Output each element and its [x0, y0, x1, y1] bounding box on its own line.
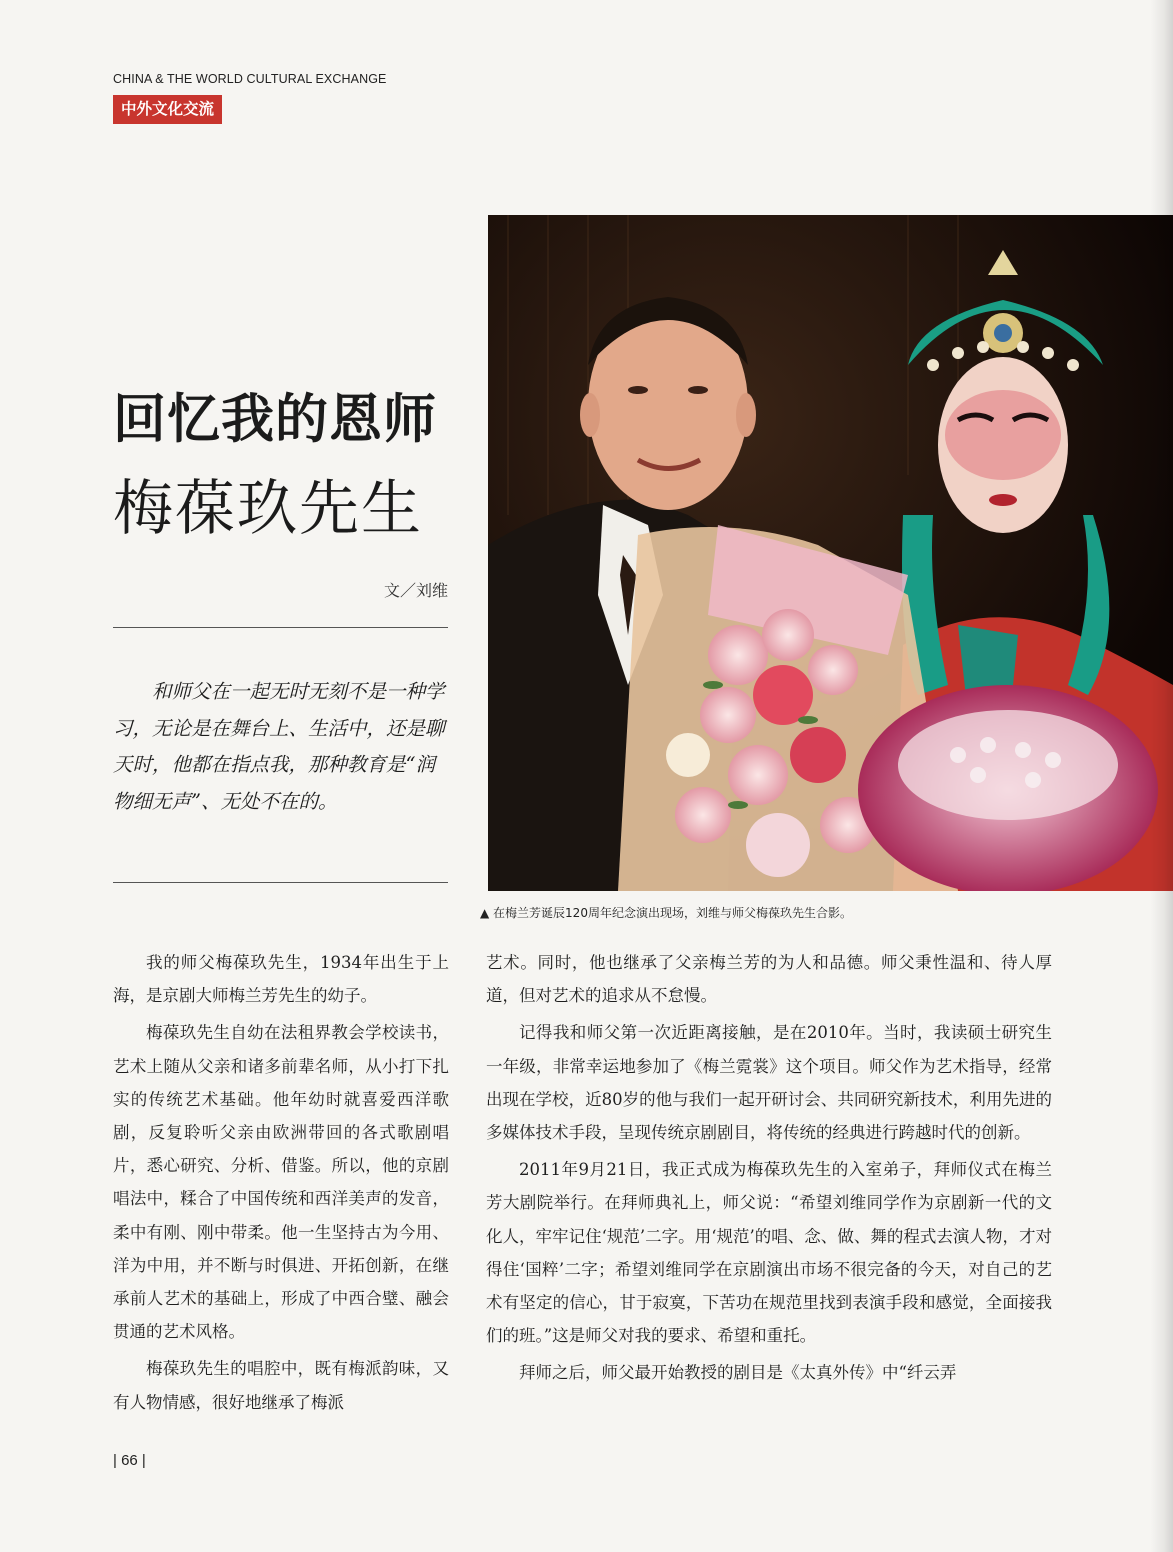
paragraph: 我的师父梅葆玖先生，1934年出生于上海，是京剧大师梅兰芳先生的幼子。 [113, 953, 449, 1006]
body-column-left [113, 946, 449, 1423]
page-number: | 66 | [113, 1452, 146, 1469]
article-photo [488, 215, 1173, 891]
page-gutter-shadow [1150, 0, 1173, 1552]
body-column-right [486, 946, 1052, 1394]
paragraph-continued: 艺术。同时，他也继承了父亲梅兰芳的为人和品德。师父秉性温和、待人厚道，但对艺术的追求从不怠慢。 [486, 953, 1052, 1006]
paragraph: 记得我和师父第一次近距离接触，是在2010年。当时，我读硕士研究生一年级，非常幸运地参加了《梅兰霓裳》这个项目。师父作为艺术指导，经常出现在学校，近80岁的他与我们一起开研讨会、共同研究新技术，利用先进的多媒体技术手段，呈现传统京剧剧目，将传统的经典进行跨越时代的创新。 [486, 1023, 1052, 1143]
paragraph: 拜师之后，师父最开始教授的剧目是《太真外传》中“纤云弄 [519, 1363, 957, 1383]
byline: 文／刘维 [383, 581, 448, 600]
article-title-line1: 回忆我的恩师 [113, 389, 437, 450]
article-title-line2: 梅葆玖先生 [113, 474, 423, 544]
intro-text: 和师父在一起无时无刻不是一种学习，无论是在舞台上、生活中，还是聊天时，他都在指点我，那种教育是“润物细无声”、无处不在的。 [113, 680, 445, 813]
paragraph: 梅葆玖先生的唱腔中，既有梅派韵味，又有人物情感，很好地继承了梅派 [113, 1359, 449, 1412]
divider-top [113, 627, 448, 628]
magazine-section-english: CHINA & THE WORLD CULTURAL EXCHANGE [113, 72, 387, 86]
intro-pullquote [113, 674, 453, 820]
divider-bottom [113, 882, 448, 883]
section-tag: 中外文化交流 [113, 95, 222, 124]
photo-caption: ▲ 在梅兰芳诞辰120周年纪念演出现场，刘维与师父梅葆玖先生合影。 [480, 906, 852, 920]
paragraph: 梅葆玖先生自幼在法租界教会学校读书，艺术上随从父亲和诸多前辈名师，从小打下扎实的传统艺术基础。他年幼时就喜爱西洋歌剧，反复聆听父亲由欧洲带回的各式歌剧唱片，悉心研究、分析、借鉴。所以，他的京剧唱法中，糅合了中国传统和西洋美声的发音，柔中有刚、刚中带柔。他一生坚持古为今用、洋为中用，并不断与时俱进、开拓创新，在继承前人艺术的基础上，形成了中西合璧、融会贯通的艺术风格。 [113, 1023, 449, 1342]
photo-illustration [488, 215, 1173, 891]
paragraph: 2011年9月21日，我正式成为梅葆玖先生的入室弟子，拜师仪式在梅兰芳大剧院举行。在拜师典礼上，师父说：“希望刘维同学作为京剧新一代的文化人，牢牢记住‘规范’二字。用‘规范’的唱、念、做、舞的程式去演人物，才对得住‘国粹’二字；希望刘维同学在京剧演出市场不很完备的今天，对自己的艺术有坚定的信心，甘于寂寞，下苦功在规范里找到表演手段和感觉，全面接我们的班。”这是师父对我的要求、希望和重托。 [486, 1160, 1052, 1346]
